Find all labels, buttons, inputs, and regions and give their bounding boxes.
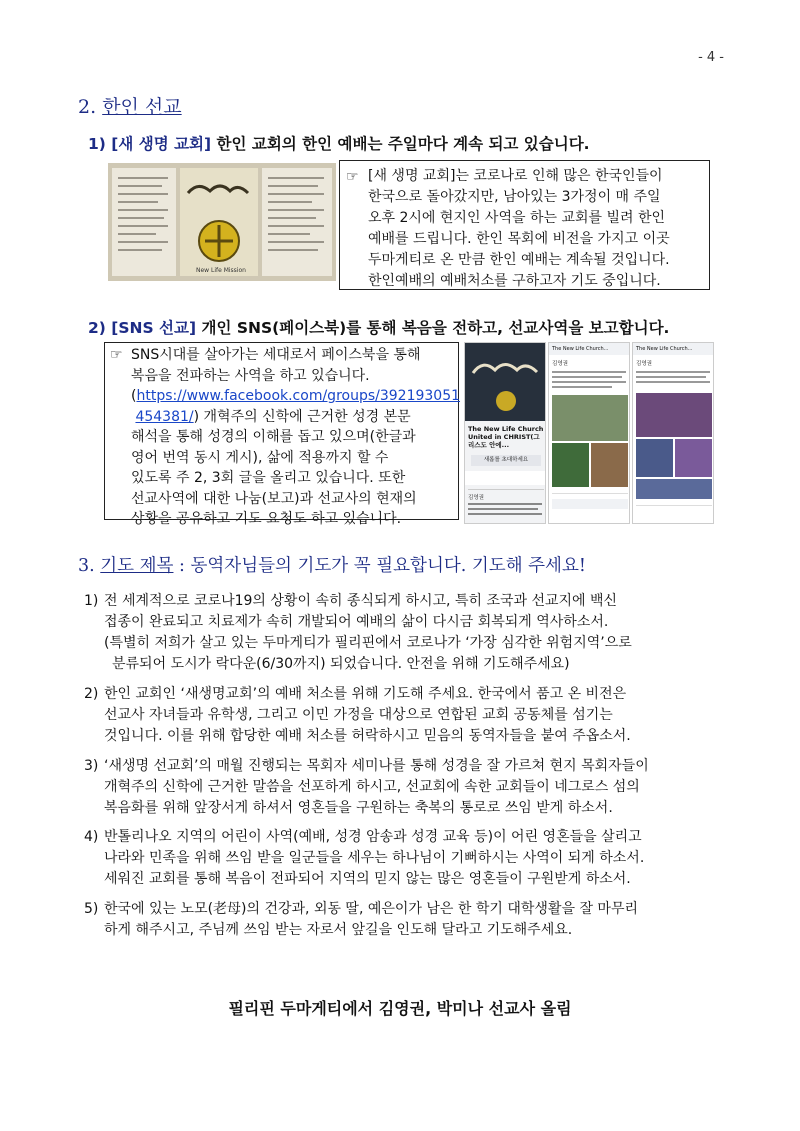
item-2-label: 2) xyxy=(88,319,106,337)
invite-button[interactable]: 새롭를 초대하세요 xyxy=(471,455,541,466)
post-line xyxy=(468,503,542,505)
prayer-line: 나라와 민족을 위해 쓰임 받을 일군들을 세우는 하나님이 기뻐하시는 사역이 되게 하소서. xyxy=(104,850,645,866)
prayer-item-4 xyxy=(84,827,724,890)
item-2-heading-text: 개인 SNS(페이스북)를 통해 복음을 전하고, 선교사역을 보고합니다. xyxy=(196,319,670,337)
sns-info-line: 있도록 주 2, 3회 글을 올리고 있습니다. 또한 xyxy=(131,470,406,486)
post-photo xyxy=(636,393,712,437)
church-info-line: 두마게티로 온 만큼 한인 예배는 계속될 것입니다. xyxy=(368,252,670,268)
item-1-label: 1) xyxy=(88,135,106,153)
section-2-title-text: 한인 선교 xyxy=(102,96,182,118)
prayer-line: 복음화를 위해 앞장서게 하셔서 영혼들을 구원하는 축복의 통로로 쓰임 받게 하소서. xyxy=(104,800,613,816)
item-2-heading xyxy=(88,316,669,338)
post-line xyxy=(636,371,710,373)
sns-link-tail: ) 개혁주의 신학에 근거한 성경 본문 xyxy=(193,408,411,425)
item-2-bracket: [SNS 선교] xyxy=(111,319,197,337)
sns-info-line: 복음을 전파하는 사역을 하고 있습니다. xyxy=(131,367,370,384)
prayer-line: 전 세계적으로 코로나19의 상황이 속히 종식되게 하시고, 특히 조국과 선교지에 백신 xyxy=(104,593,618,609)
prayer-item-number: 5) xyxy=(84,901,99,917)
post-photo xyxy=(636,479,712,499)
prayer-item-number: 3) xyxy=(84,758,99,774)
prayer-line: 반톨리나오 지역의 어린이 사역(예배, 성경 암송과 성경 교육 등)이 어린 영혼들을 살리고 xyxy=(104,829,642,845)
group-cover-image xyxy=(465,343,546,421)
item-1-heading xyxy=(88,132,590,154)
prayer-line: 세워진 교회를 통해 복음이 전파되어 지역의 믿지 않는 많은 영혼들이 구원받게 하소서. xyxy=(104,871,631,887)
church-info-line: 한국으로 돌아갔지만, 남아있는 3가정이 매 주일 xyxy=(368,189,661,205)
pointing-hand-icon: ☞ xyxy=(110,347,123,363)
sns-info-line: 해석을 통해 성경의 이해를 돕고 있으며(한글과 xyxy=(131,429,416,445)
section-3-title-text: 기도 제목 xyxy=(100,556,174,576)
post-line xyxy=(636,376,706,378)
section-3-subtitle: : 동역자님들의 기도가 꼭 필요합니다. 기도해 주세요! xyxy=(173,556,586,576)
facebook-group-link[interactable]: https://www.facebook.com/groups/392193051 xyxy=(136,388,461,404)
prayer-line: 분류되어 도시가 락다운(6/30까지) 되었습니다. 안전을 위해 기도해주세요) xyxy=(112,656,570,672)
facebook-screenshot-2 xyxy=(548,342,630,524)
prayer-line: (특별히 저희가 살고 있는 두마게티가 필리핀에서 코로나가 ‘가장 심각한 위험지역’으로 xyxy=(104,635,632,651)
item-1-heading-text: 한인 교회의 한인 예배는 주일마다 계속 되고 있습니다. xyxy=(211,135,590,153)
divider xyxy=(636,505,712,506)
post-photo xyxy=(552,395,628,441)
prayer-item-number: 2) xyxy=(84,686,99,702)
sns-info-line: SNS시대를 살아가는 세대로서 페이스북을 통해 xyxy=(131,347,421,363)
closing-signature: 필리핀 두마게티에서 김영권, 박미나 선교사 올림 xyxy=(228,999,572,1018)
post-line xyxy=(468,513,542,515)
section-2-number: 2. xyxy=(78,96,97,118)
prayer-line: ‘새생명 선교회’의 매월 진행되는 목회자 세미나를 통해 성경을 잘 가르쳐 현지 목회자들이 xyxy=(104,758,649,774)
prayer-line: 한인 교회인 ‘새생명교회’의 예배 처소를 위해 기도해 주세요. 한국에서 품고 온 비전은 xyxy=(104,686,627,702)
post-photo xyxy=(591,443,628,487)
post-author: 김영권 xyxy=(468,495,484,501)
facebook-screenshots xyxy=(464,342,714,524)
prayer-item-number: 1) xyxy=(84,593,99,609)
sns-info-line: 선교사역에 대한 나눔(보고)과 선교사의 현재의 xyxy=(131,490,417,507)
section-2-title xyxy=(78,92,182,119)
post-author: 김영권 xyxy=(552,361,568,367)
post-line xyxy=(552,386,612,388)
prayer-line: 한국에 있는 노모(老母)의 건강과, 외동 딸, 예은이가 남은 한 학기 대학생활을 잘 마무리 xyxy=(104,901,638,917)
section-3-title xyxy=(78,552,586,577)
church-info-line: 예배를 드립니다. 한인 목회에 비전을 가지고 이곳 xyxy=(368,231,670,247)
church-info-line: 오후 2시에 현지인 사역을 하는 교회를 빌려 한인 xyxy=(368,210,666,226)
post-line xyxy=(552,381,626,383)
church-info-line: 한인예배의 예배처소를 구하고자 기도 중입니다. xyxy=(368,273,661,289)
prayer-line: 것입니다. 이를 위해 합당한 예배 처소를 허락하시고 믿음의 동역자들을 붙여 주옵소서. xyxy=(104,728,631,744)
prayer-item-1 xyxy=(84,591,724,675)
reaction-bar xyxy=(552,499,628,509)
sns-link-line-2 xyxy=(131,407,455,428)
screenshot-header: The New Life Church... xyxy=(633,343,714,355)
facebook-group-link-cont[interactable]: 454381/ xyxy=(135,408,194,425)
prayer-line: 개혁주의 신학에 근거한 말씀을 선포하게 하시고, 선교회에 속한 교회들이 네그로스 섬의 xyxy=(104,779,640,795)
brochure-graphic xyxy=(108,163,336,281)
facebook-screenshot-1 xyxy=(464,342,546,524)
post-line xyxy=(552,376,622,378)
group-name: The New Life Church United in CHRIST(그리스도 안에... xyxy=(468,425,544,449)
prayer-line: 접종이 완료되고 치료제가 속히 개발되어 예배의 삶이 다시금 회복되게 역사하소서. xyxy=(104,614,609,630)
divider xyxy=(552,493,628,494)
item-1-bracket: [새 생명 교회] xyxy=(111,135,212,153)
screenshot-header: The New Life Church... xyxy=(549,343,630,355)
cover-graphic xyxy=(465,343,546,421)
prayer-item-2 xyxy=(84,684,724,747)
post-author: 김영권 xyxy=(636,361,652,367)
prayer-line: 선교사 자녀들과 유학생, 그리고 이민 가정을 대상으로 연합된 교회 공동체를 섬기는 xyxy=(104,707,613,723)
church-info-line: [새 생명 교회]는 코로나로 인해 많은 한국인들이 xyxy=(368,168,663,184)
section-3-number: 3. xyxy=(78,556,95,576)
post-composer xyxy=(465,471,546,485)
facebook-screenshot-3 xyxy=(632,342,714,524)
prayer-item-number: 4) xyxy=(84,829,99,845)
sns-link-line xyxy=(131,386,461,407)
divider xyxy=(468,489,544,490)
prayer-line: 하게 해주시고, 주님께 쓰임 받는 자로서 앞길을 인도해 달라고 기도해주세요. xyxy=(104,922,573,938)
pointing-hand-icon: ☞ xyxy=(346,169,359,185)
church-info-text xyxy=(368,166,702,292)
prayer-item-3 xyxy=(84,756,724,819)
sns-info-line: 상황을 공유하고 기도 요청도 하고 있습니다. xyxy=(131,511,402,527)
sns-info-text xyxy=(131,345,461,530)
prayer-item-5 xyxy=(84,899,724,941)
post-photo xyxy=(552,443,589,487)
page-number: - 4 - xyxy=(698,50,724,65)
church-info-box xyxy=(339,160,710,290)
paren: ( xyxy=(131,388,137,404)
post-photo xyxy=(636,439,673,477)
brochure-caption: New Life Mission xyxy=(196,267,246,274)
church-brochure-photo xyxy=(108,163,336,281)
post-line xyxy=(468,508,538,510)
post-photo xyxy=(675,439,712,477)
post-line xyxy=(552,371,626,373)
post-line xyxy=(636,381,710,383)
sns-info-box xyxy=(104,342,461,527)
sns-info-line: 영어 번역 동시 게시), 삶에 적용까지 할 수 xyxy=(131,449,389,466)
